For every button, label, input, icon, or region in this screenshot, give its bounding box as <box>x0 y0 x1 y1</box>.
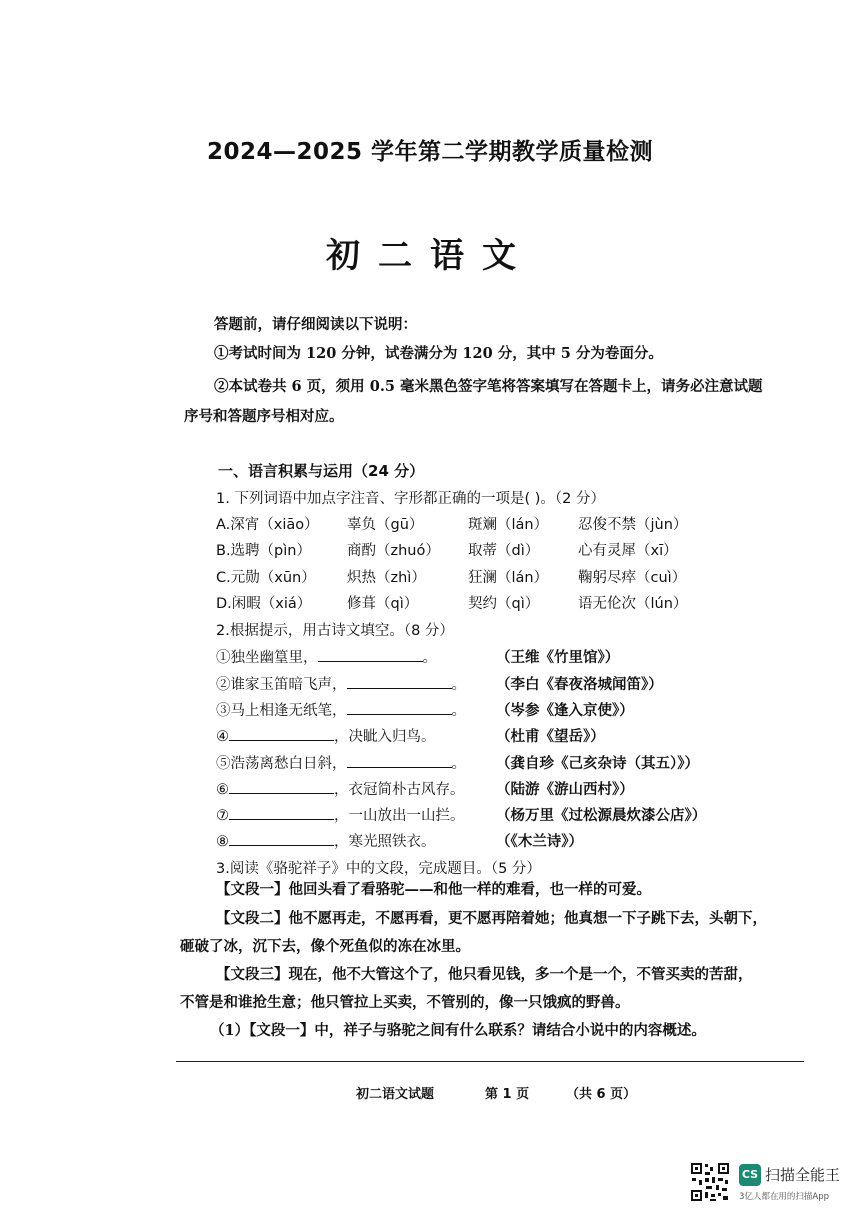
poem-line-4 <box>216 725 436 746</box>
option-cell: 斑斓（lán） <box>468 517 549 533</box>
poem-line-7 <box>216 804 465 825</box>
watermark-app-name: 扫描全能王 <box>765 1166 841 1184</box>
answer-blank[interactable] <box>229 779 334 794</box>
poem-pre: ④ <box>216 729 229 745</box>
poem-pre: ⑤浩荡离愁白日斜， <box>216 756 347 772</box>
exam-title: 2024—2025 学年第二学期教学质量检测 <box>206 139 654 165</box>
poem-post: 。 <box>451 703 466 719</box>
camscanner-logo-icon: CS <box>739 1164 761 1186</box>
option-cell: 鞠躬尽瘁（cuì） <box>578 570 687 586</box>
poem-source-5: （龚自珍《己亥杂诗（其五）》） <box>496 755 699 772</box>
option-cell: A.深宵（xiāo） <box>216 517 319 533</box>
poem-source-1: （王维《竹里馆》） <box>496 649 620 666</box>
answer-blank[interactable] <box>347 674 452 689</box>
poem-line-8 <box>216 830 436 851</box>
question-3-stem: 3.阅读《骆驼祥子》中的文段，完成题目。（5 分） <box>216 861 541 877</box>
instructions-item-1: ①考试时间为 120 分钟，试卷满分为 120 分，其中 5 分为卷面分。 <box>214 345 663 362</box>
answer-blank[interactable] <box>229 805 334 820</box>
passage-2-line-1: 【文段二】他不愿再走，不愿再看，更不愿再陪着她；他真想一下子跳下去，头朝下， <box>216 910 767 927</box>
question-1-stem: 1. 下列词语中加点字注音、字形都正确的一项是( )。（2 分） <box>216 491 605 507</box>
poem-line-2 <box>216 673 466 694</box>
option-cell: 炽热（zhì） <box>347 570 426 586</box>
option-cell: 修葺（qì） <box>347 596 419 612</box>
option-cell: 契约（qì） <box>468 596 540 612</box>
poem-line-5 <box>216 752 466 773</box>
option-cell: 狂澜（lán） <box>468 570 549 586</box>
answer-blank[interactable] <box>229 831 334 846</box>
poem-post: ，衣冠简朴古风存。 <box>334 782 465 798</box>
passage-3-line-2: 不管是和谁抢生意；他只管拉上买卖，不管别的，像一只饿疯的野兽。 <box>180 994 630 1011</box>
poem-post: 。 <box>451 756 466 772</box>
footer-total-pages: （共 6 页） <box>566 1087 637 1102</box>
poem-pre: ⑦ <box>216 808 229 824</box>
instructions-item-2-line-2: 序号和答题序号相对应。 <box>184 408 344 425</box>
instructions-intro: 答题前，请仔细阅读以下说明： <box>214 316 417 333</box>
passage-2-line-2: 砸破了冰，沉下去，像个死鱼似的冻在冰里。 <box>180 938 470 955</box>
answer-blank[interactable] <box>347 700 452 715</box>
option-cell: D.闲暇（xiá） <box>216 596 312 612</box>
poem-pre: ⑥ <box>216 782 229 798</box>
option-cell: 忍俊不禁（jùn） <box>578 517 688 533</box>
poem-source-8: （《木兰诗》） <box>496 833 583 850</box>
passage-1: 【文段一】他回头看了看骆驼——和他一样的难看，也一样的可爱。 <box>216 881 651 898</box>
q1-option-a <box>216 513 776 533</box>
poem-post: ，一山放出一山拦。 <box>334 808 465 824</box>
poem-source-7: （杨万里《过松源晨炊漆公店》） <box>496 807 707 824</box>
option-cell: 心有灵犀（xī） <box>578 543 678 559</box>
poem-line-1 <box>216 646 437 667</box>
footer-paper-name: 初二语文试题 <box>356 1087 435 1102</box>
option-cell: C.元勋（xūn） <box>216 570 316 586</box>
poem-post: ，决眦入归鸟。 <box>334 729 436 745</box>
answer-blank[interactable] <box>347 753 452 768</box>
option-cell: 辜负（gū） <box>347 517 424 533</box>
answer-blank[interactable] <box>318 647 423 662</box>
answer-blank[interactable] <box>229 726 334 741</box>
footer-page-number: 第 1 页 <box>485 1087 530 1102</box>
q1-option-b <box>216 539 776 559</box>
footer-divider <box>176 1061 804 1062</box>
instructions-item-2-line-1: ②本试卷共 6 页，须用 0.5 毫米黑色签字笔将答案填写在答题卡上，请务必注意试题 <box>214 378 763 395</box>
watermark-tagline: 3亿人都在用的扫描App <box>739 1192 830 1202</box>
poem-line-3 <box>216 699 466 720</box>
section-title: 一、语言积累与运用（24 分） <box>218 462 425 480</box>
option-cell: 语无伦次（lún） <box>578 596 688 612</box>
poem-source-4: （杜甫《望岳》） <box>496 728 605 745</box>
subject-title: 初二语文 <box>326 236 534 276</box>
q1-option-d <box>216 592 776 612</box>
qr-code-icon <box>690 1162 730 1202</box>
poem-line-6 <box>216 778 465 799</box>
poem-source-2: （李白《春夜洛城闻笛》） <box>496 676 663 693</box>
option-cell: 商酌（zhuó） <box>347 543 440 559</box>
question-2-stem: 2.根据提示，用古诗文填空。（8 分） <box>216 623 454 639</box>
sub-question-1: （1）【文段一】中，祥子与骆驼之间有什么联系？请结合小说中的内容概述。 <box>210 1022 706 1039</box>
poem-source-6: （陆游《游山西村》） <box>496 781 634 798</box>
passage-3-line-1: 【文段三】现在，他不大管这个了，他只看见钱，多一个是一个，不管买卖的苦甜， <box>216 966 753 983</box>
poem-pre: ⑧ <box>216 834 229 850</box>
poem-post: 。 <box>451 677 466 693</box>
option-cell: B.选聘（pìn） <box>216 543 311 559</box>
poem-post: ，寒光照铁衣。 <box>334 834 436 850</box>
poem-source-3: （岑参《逢入京使》） <box>496 702 634 719</box>
q1-option-c <box>216 566 776 586</box>
poem-pre: ③马上相逢无纸笔， <box>216 703 347 719</box>
poem-post: 。 <box>422 650 437 666</box>
poem-pre: ①独坐幽篁里， <box>216 650 318 666</box>
option-cell: 取蒂（dì） <box>468 543 540 559</box>
poem-pre: ②谁家玉笛暗飞声， <box>216 677 347 693</box>
